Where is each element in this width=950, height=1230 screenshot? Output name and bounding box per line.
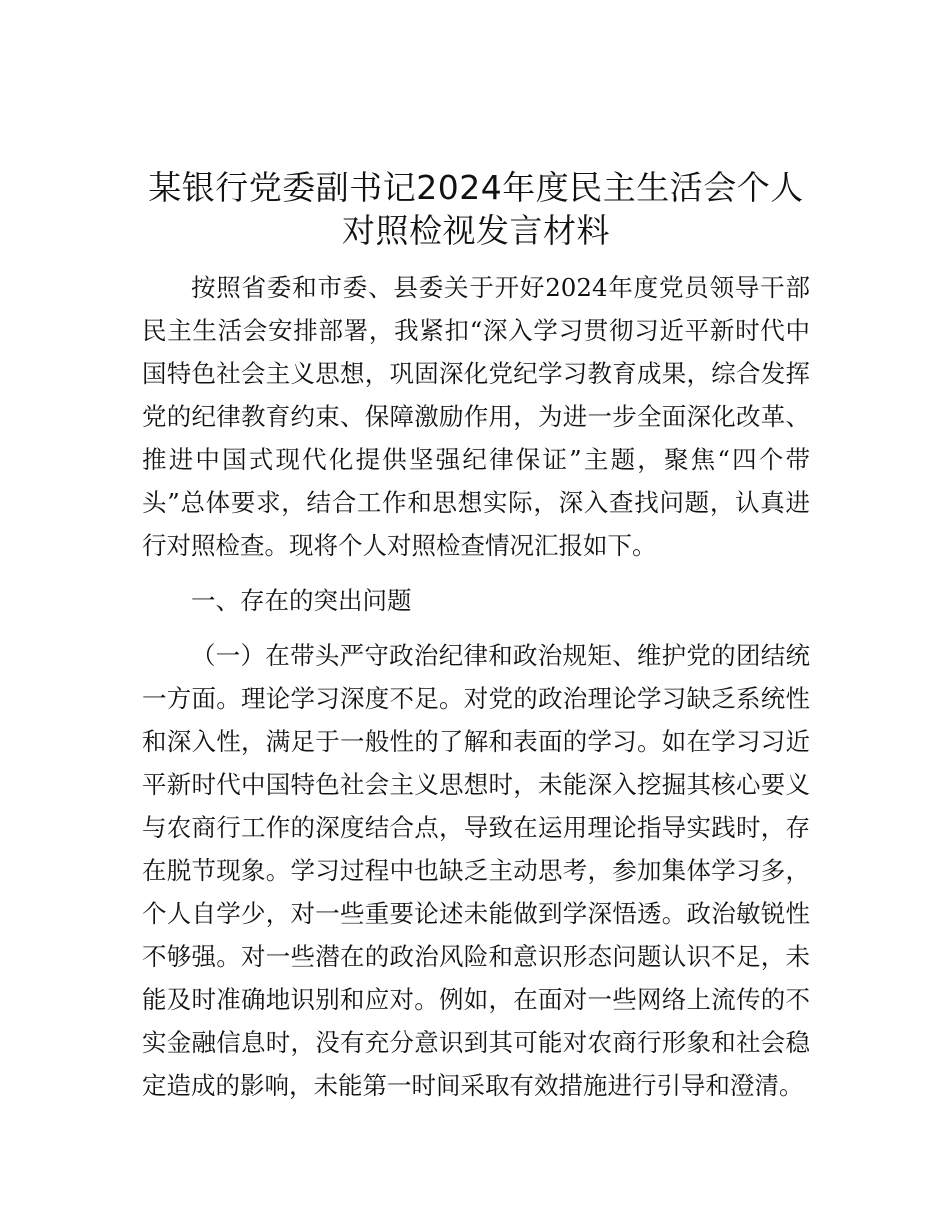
intro-paragraph: 按照省委和市委、县委关于开好2024年度党员领导干部民主生活会安排部署，我紧扣“深入学习贯彻习近平新时代中国特色社会主义思想，巩固深化党纪学习教育成果，综合发挥党的纪律教育约束、保障激励作用，为进一步全面深化改革、推进中国式现代化提供坚强纪律保证”主题，聚焦“四个带头”总体要求，结合工作和思想实际，深入查找问题，认真进行对照检查。现将个人对照检查情况汇报如下。 [142, 273, 810, 560]
document-title: 某银行党委副书记2024年度民主生活会个人对照检视发言材料 [148, 168, 804, 250]
body-paragraph: （一）在带头严守政治纪律和政治规矩、维护党的团结统一方面。理论学习深度不足。对党的政治理论学习缺乏系统性和深入性，满足于一般性的了解和表面的学习。如在学习习近平新时代中国特色社会主义思想时，未能深入挖掘其核心要义与农商行工作的深度结合点，导致在运用理论指导实践时，存在脱节现象。学习过程中也缺乏主动思考，参加集体学习多，个人自学少，对一些重要论述未能做到学深悟透。政治敏锐性不够强。对一些潜在的政治风险和意识形态问题认识不足，未能及时准确地识别和应对。例如，在面对一些网络上流传的不实金融信息时，没有充分意识到其可能对农商行形象和社会稳定造成的影响，未能第一时间采取有效措施进行引导和澄清。 [142, 641, 810, 1100]
document-body [142, 266, 810, 1107]
section-heading: 一、存在的突出问题 [191, 586, 412, 615]
